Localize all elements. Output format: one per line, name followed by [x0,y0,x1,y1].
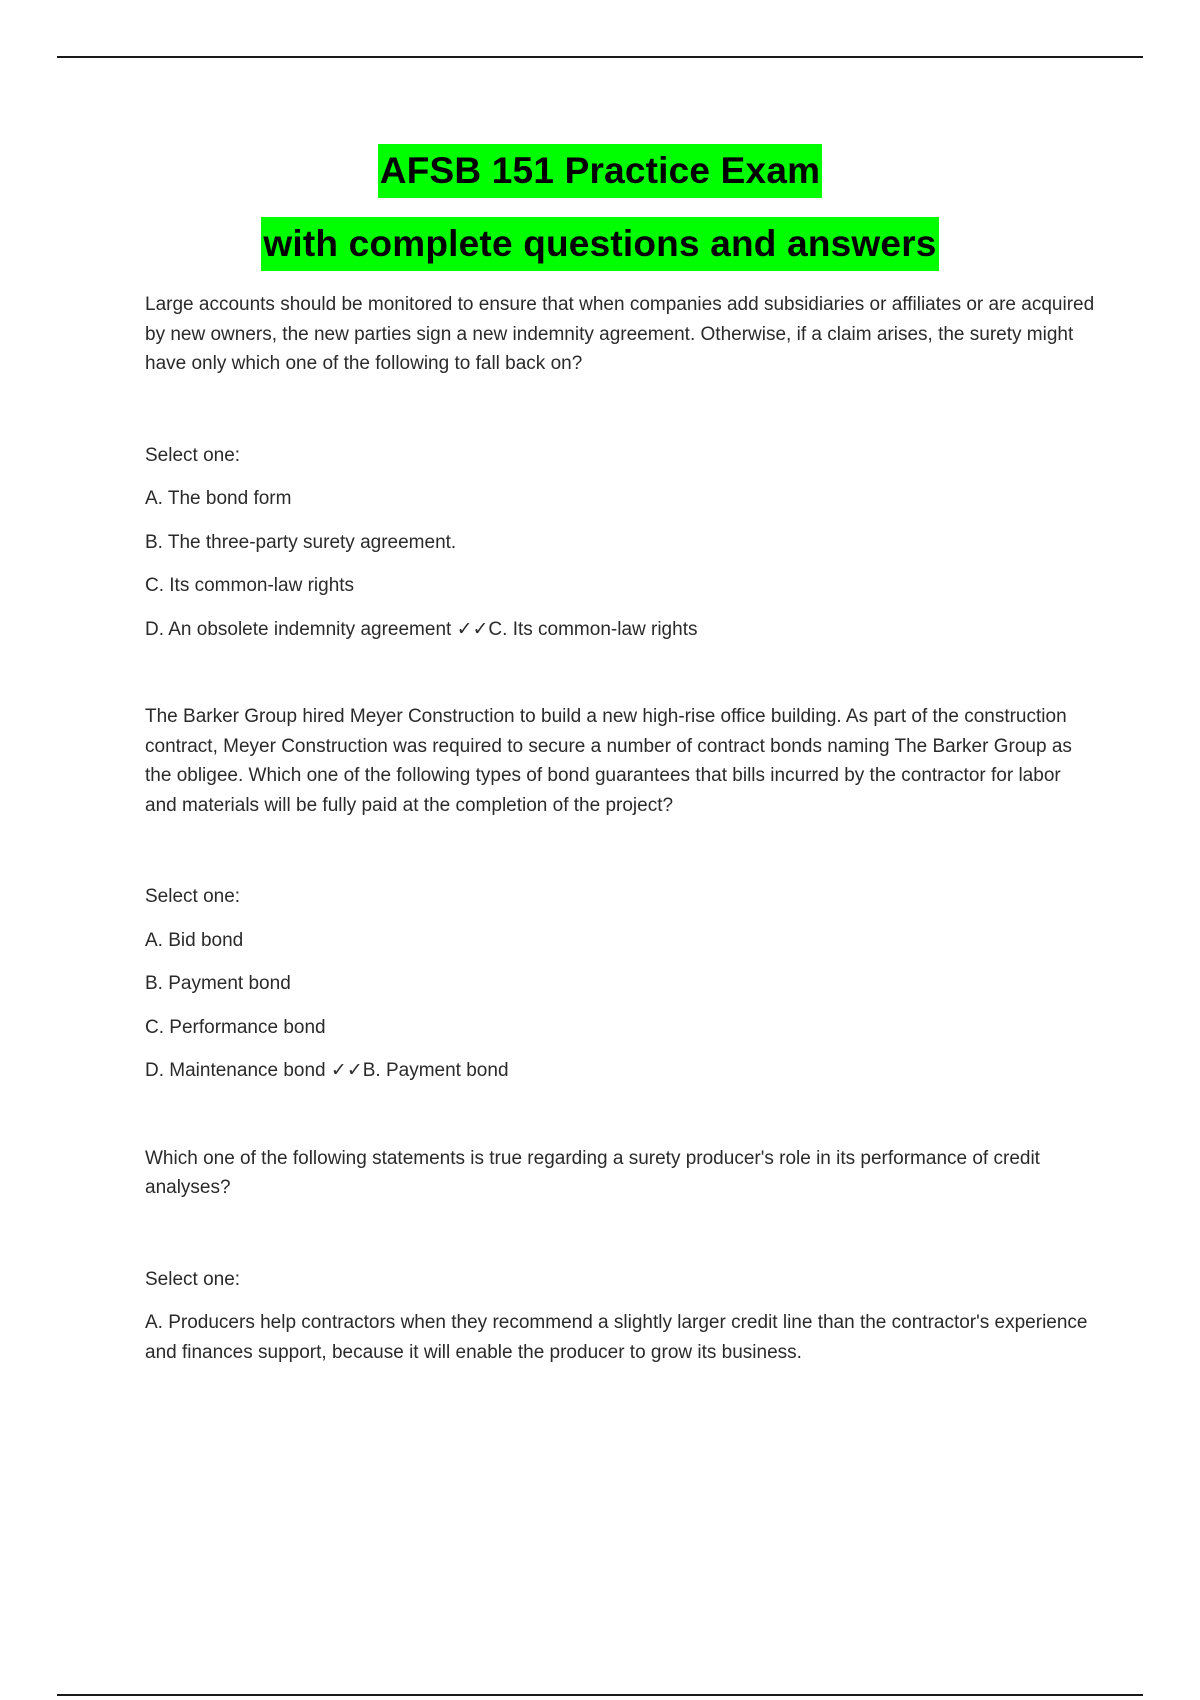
select-one-label: Select one: [145,1268,241,1290]
option-c: C. Performance bond [145,1016,326,1038]
select-one-label: Select one: [145,444,241,466]
option-d-with-answer [145,1056,1095,1086]
question-block [145,1144,1095,1368]
select-one-label: Select one: [145,886,241,907]
answer-text: B. Payment bond [362,1060,509,1081]
document-title [0,144,1200,290]
option-b: B. The three-party surety agreement. [145,531,457,553]
option-c: C. Its common-law rights [145,575,355,596]
answer-text: C. Its common-law rights [488,618,698,640]
exam-content [145,290,1095,1367]
option-a: A. Producers help contractors when they recommend a slightly larger credit line than the contractor's experience and finances support, because it will enable the producer to grow its business. [145,1312,1088,1363]
title-line-2: with complete questions and answers [261,217,938,271]
question-block [145,702,1095,1086]
question-text: The Barker Group hired Meyer Construction to build a new high-rise office building. As part of the construction contract, Meyer Construction was required to secure a number of contract bonds naming The Barker Group as the obligee. Which one of the following types of bond guarantees that bills incurred by the contractor for labor and materials will be fully paid at the completion of the project? [145,706,1072,816]
question-text: Large accounts should be monitored to ensure that when companies add subsidiaries or affiliates or are acquired by new owners, the new parties sign a new indemnity agreement. Otherwise, if a claim arises, the surety might have only which one of the following to fall back on? [145,294,1095,374]
question-block [145,290,1095,644]
option-d: D. Maintenance bond [145,1060,326,1081]
option-a: A. The bond form [145,488,292,509]
check-mark-icon: ✓✓ [456,617,489,640]
title-line-1: AFSB 151 Practice Exam [378,144,822,198]
option-b: B. Payment bond [145,973,291,994]
check-mark-icon: ✓✓ [330,1059,363,1081]
question-text: Which one of the following statements is true regarding a surety producer's role in its performance of credit analyses? [145,1147,1040,1198]
option-d: D. An obsolete indemnity agreement [145,618,452,640]
option-a: A. Bid bond [145,929,244,951]
bottom-rule [57,1694,1143,1696]
option-d-with-answer [145,615,1095,645]
top-rule [57,56,1143,58]
